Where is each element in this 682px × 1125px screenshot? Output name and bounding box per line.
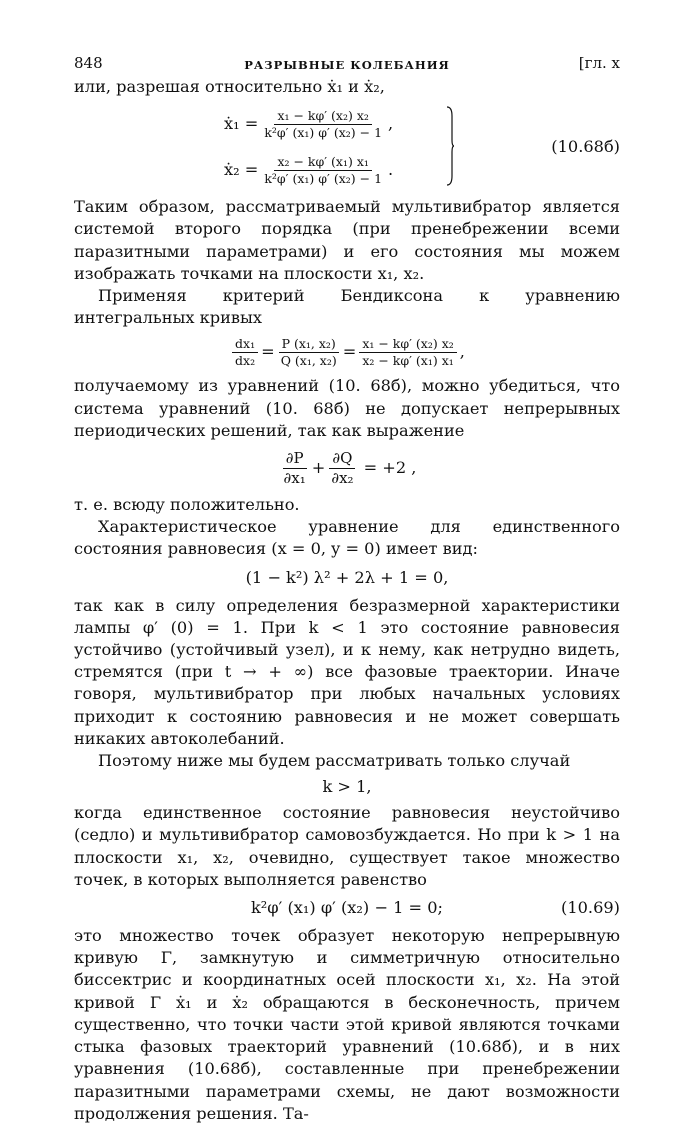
- denominator: dx₂: [235, 352, 256, 368]
- punctuation: .: [388, 160, 394, 180]
- paragraph: т. е. всюду положительно.: [74, 495, 300, 515]
- plus-sign: +: [311, 457, 326, 477]
- paragraph: получаемому из уравнений (10. 68б), можно убедиться, что система уравнений (10. 68б) не допускает непрерывных периодических решений, так как выражение: [74, 376, 620, 440]
- numerator: x₁ − kφ′ (x₂) x₂: [359, 337, 456, 353]
- fraction: [261, 155, 385, 186]
- equals-sign: =: [342, 342, 357, 362]
- equation-text: (1 − k²) λ² + 2λ + 1 = 0,: [245, 567, 449, 587]
- running-title: РАЗРЫВНЫЕ КОЛЕБАНИЯ: [244, 58, 450, 72]
- denominator: Q (x₁, x₂): [280, 352, 337, 368]
- paragraph: Поэтому ниже мы будем рассматривать только случай: [98, 751, 571, 771]
- numerator: P (x₁, x₂): [279, 337, 339, 353]
- equation-k-condition: [74, 772, 620, 802]
- equation-lhs: ẋ₁ =: [224, 114, 259, 134]
- paragraph: Таким образом, рассматриваемый мультивибратор является системой второго порядка (при пренебрежении всеми паразитными параметрами) и его состояния мы можем изображать точками на плоскости x₁, x₂.: [74, 197, 620, 283]
- page-number: 848: [74, 54, 103, 72]
- chapter-label: [гл. x: [578, 54, 620, 72]
- punctuation: ,: [388, 114, 394, 134]
- fraction: [328, 450, 356, 487]
- equation-text: k > 1,: [322, 777, 372, 797]
- fraction: [261, 109, 385, 140]
- denominator: ∂x₁: [283, 468, 306, 487]
- equation-rhs: = +2 ,: [363, 457, 417, 477]
- paragraph: Применяя критерий Бендиксона к уравнению интегральных кривых: [74, 286, 620, 328]
- equation-system-10-68b: [74, 98, 620, 196]
- paragraph: когда единственное состояние равновесия неустойчиво (седло) и мультивибратор самовозбуждается. Но при k > 1 на плоскости x₁, x₂, очевидно, существует такое множество точек, в которых выполняется равенство: [74, 803, 620, 889]
- denominator: k²φ′ (x₁) φ′ (x₂) − 1: [264, 170, 383, 186]
- paragraph: Характеристическое уравнение для единственного состояния равновесия (x = 0, y = 0) имеет вид:: [74, 517, 620, 559]
- equals-sign: =: [261, 342, 275, 362]
- characteristic-equation: [74, 561, 620, 595]
- equation-lhs: ẋ₂ =: [224, 160, 259, 180]
- numerator: ∂P: [283, 450, 307, 469]
- fraction: [281, 450, 309, 487]
- denominator: ∂x₂: [331, 468, 354, 487]
- paragraph: это множество точек образует некоторую непрерывную кривую Γ, замкнутую и симметричную относительно биссектрис и координатных осей плоскости x₁, x₂. На этой кривой Γ ẋ₁ и ẋ₂ обращаются в бесконечность, причем существенно, что точки части этой кривой являются точками стыка фазовых траекторий уравнений (10.68б), и в них уравнения (10.68б), составленные при пренебрежении паразитными параметрами схемы, не дают возможности продолжения решения. Та-: [74, 926, 620, 1123]
- denominator: k²φ′ (x₁) φ′ (x₂) − 1: [264, 124, 383, 140]
- fraction: [278, 337, 340, 368]
- fraction: [359, 337, 456, 368]
- numerator: dx₁: [232, 337, 258, 353]
- paragraph: так как в силу определения безразмерной характеристики лампы φ′ (0) = 1. При k < 1 это состояние равновесия устойчиво (устойчивый узел), и к нему, как нетрудно видеть, стремятся (при t → + ∞) все фазовые траектории. Иначе говоря, мультивибратор при любых начальных условиях приходит к состоянию равновесия и не может совершать никаких автоколебаний.: [74, 595, 620, 748]
- equation-text: k²φ′ (x₁) φ′ (x₂) − 1 = 0;: [250, 897, 443, 917]
- equation-row: [224, 148, 393, 192]
- equation-number: (10.69): [561, 897, 620, 917]
- page-header: [74, 46, 620, 76]
- equation-divergence: [74, 442, 620, 494]
- numerator: x₁ − kφ′ (x₂) x₂: [274, 109, 371, 125]
- page: [74, 46, 620, 1125]
- right-brace: [446, 106, 454, 186]
- equation-row: [224, 102, 393, 146]
- denominator: x₂ − kφ′ (x₁) x₁: [362, 352, 454, 368]
- equation-number: (10.68б): [551, 137, 620, 157]
- punctuation: ,: [459, 342, 465, 362]
- paragraph: или, разрешая относительно ẋ₁ и ẋ₂,: [74, 77, 385, 96]
- fraction: [232, 337, 258, 368]
- numerator: x₂ − kφ′ (x₁) x₁: [274, 155, 371, 171]
- equation-10-69: [74, 891, 620, 925]
- numerator: ∂Q: [329, 450, 355, 469]
- equation-integral-curves: [74, 329, 620, 375]
